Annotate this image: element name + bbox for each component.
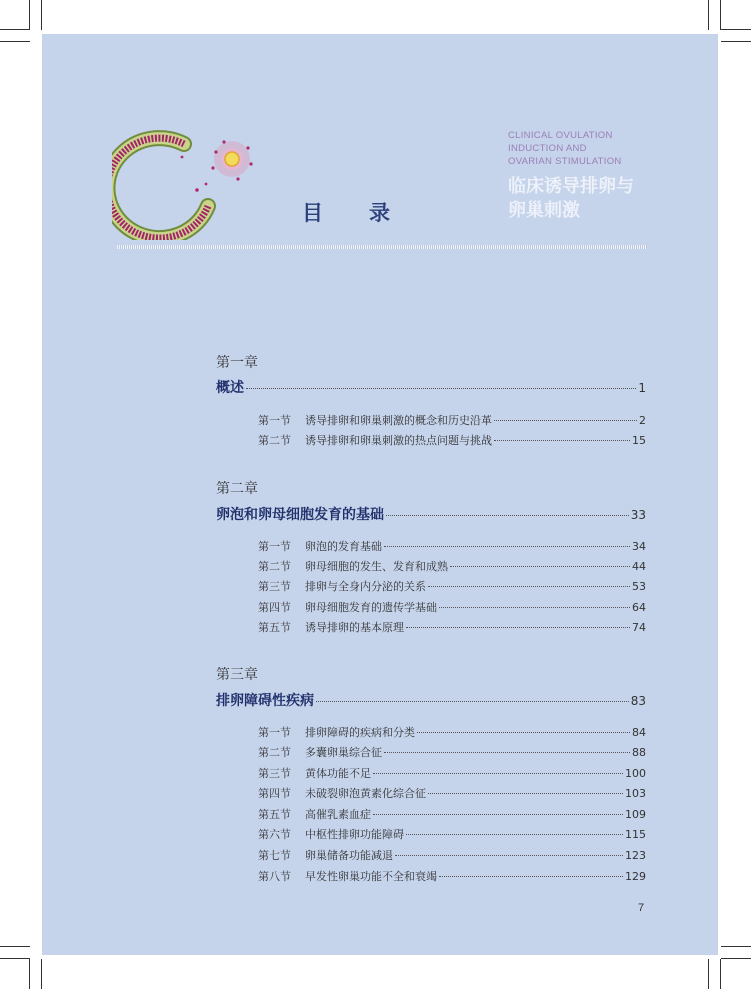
leader-dots [406, 834, 623, 835]
section-title: 诱导排卵的基本原理 [305, 621, 404, 634]
page-number: 44 [632, 560, 646, 573]
page-number: 83 [630, 694, 646, 708]
page-number: 100 [625, 767, 646, 780]
leader-dots [386, 515, 629, 516]
page-number: 15 [632, 434, 646, 447]
toc-entry-section[interactable] [258, 806, 646, 822]
page-number: 1 [638, 381, 646, 395]
leader-dots [406, 627, 630, 628]
book-title-chinese [508, 175, 634, 223]
toc-entry-chapter[interactable] [216, 377, 646, 397]
book-title-chinese-line: 临床诱导排卵与 [508, 176, 634, 197]
toc-entry-section[interactable] [258, 724, 646, 740]
page-number: 33 [630, 508, 646, 522]
page-number: 64 [632, 601, 646, 614]
leader-dots [316, 701, 629, 702]
page-number: 34 [632, 540, 646, 553]
follicle-illustration [112, 130, 262, 240]
page-number: 88 [632, 746, 646, 759]
crop-mark [29, 0, 30, 30]
book-title-english [508, 129, 622, 168]
book-title-english-line: OVARIAN STIMULATION [508, 156, 622, 167]
crop-mark [720, 959, 721, 989]
section-title: 卵母细胞的发生、发育和成熟 [305, 560, 448, 573]
section-title: 卵泡的发育基础 [305, 540, 382, 553]
chapter-title: 排卵障碍性疾病 [216, 693, 314, 709]
toc-entry-section[interactable] [258, 432, 646, 448]
section-number: 第四节 [258, 601, 291, 614]
leader-dots [494, 420, 637, 421]
crop-mark [708, 959, 709, 989]
section-number: 第三节 [258, 580, 291, 593]
section-title: 高催乳素血症 [305, 808, 371, 821]
page-footer-number: 7 [638, 902, 645, 914]
toc-entry-section[interactable] [258, 619, 646, 635]
crop-mark [41, 959, 42, 989]
crop-mark [721, 41, 751, 42]
book-title-chinese-line: 卵巢刺激 [508, 200, 580, 221]
section-number: 第八节 [258, 870, 291, 883]
leader-dots [246, 388, 636, 389]
section-title: 未破裂卵泡黄素化综合征 [305, 787, 426, 800]
crop-mark [721, 946, 751, 947]
toc-entry-section[interactable] [258, 847, 646, 863]
crop-mark [0, 41, 30, 42]
section-title: 诱导排卵和卵巢刺激的热点问题与挑战 [305, 434, 492, 447]
leader-dots [428, 586, 630, 587]
toc-entry-chapter[interactable] [216, 504, 646, 524]
toc-entry-section[interactable] [258, 868, 646, 884]
section-number: 第七节 [258, 849, 291, 862]
section-number: 第六节 [258, 828, 291, 841]
crop-mark [29, 959, 30, 989]
crop-mark [721, 29, 751, 30]
crop-mark [0, 29, 30, 30]
page-number: 115 [625, 828, 646, 841]
section-title: 卵巢储备功能减退 [305, 849, 393, 862]
toc-title-char-2: 录 [369, 201, 392, 225]
crop-mark [0, 958, 30, 959]
section-number: 第一节 [258, 540, 291, 553]
page-number: 109 [625, 808, 646, 821]
toc-entry-section[interactable] [258, 578, 646, 594]
section-number: 第二节 [258, 746, 291, 759]
crop-mark [721, 958, 751, 959]
section-number: 第二节 [258, 560, 291, 573]
header-divider [117, 245, 647, 249]
toc-entry-section[interactable] [258, 744, 646, 760]
toc-entry-section[interactable] [258, 785, 646, 801]
book-title-english-line: CLINICAL OVULATION [508, 130, 613, 141]
chapter-label: 第二章 [216, 481, 258, 497]
toc-entry-chapter[interactable] [216, 690, 646, 710]
section-number: 第一节 [258, 726, 291, 739]
section-title: 早发性卵巢功能不全和衰竭 [305, 870, 437, 883]
page-number: 74 [632, 621, 646, 634]
leader-dots [384, 546, 630, 547]
chapter-label: 第一章 [216, 355, 258, 371]
toc-entry-section[interactable] [258, 765, 646, 781]
section-number: 第五节 [258, 808, 291, 821]
chapter-title: 卵泡和卵母细胞发育的基础 [216, 507, 384, 523]
leader-dots [494, 440, 630, 441]
section-number: 第一节 [258, 414, 291, 427]
leader-dots [417, 732, 630, 733]
page-number: 2 [639, 414, 646, 427]
leader-dots [439, 876, 623, 877]
toc-entry-section[interactable] [258, 826, 646, 842]
toc-title-char-1: 目 [302, 201, 325, 225]
crop-mark [720, 0, 721, 30]
crop-mark [0, 946, 30, 947]
section-title: 黄体功能不足 [305, 767, 371, 780]
toc-title [302, 197, 392, 227]
leader-dots [395, 855, 623, 856]
section-title: 排卵与全身内分泌的关系 [305, 580, 426, 593]
toc-entry-section[interactable] [258, 538, 646, 554]
page-number: 103 [625, 787, 646, 800]
leader-dots [373, 773, 623, 774]
section-title: 诱导排卵和卵巢刺激的概念和历史沿革 [305, 414, 492, 427]
section-title: 排卵障碍的疾病和分类 [305, 726, 415, 739]
page-number: 53 [632, 580, 646, 593]
section-title: 多囊卵巢综合征 [305, 746, 382, 759]
section-title: 卵母细胞发育的遗传学基础 [305, 601, 437, 614]
page-number: 84 [632, 726, 646, 739]
page-number: 123 [625, 849, 646, 862]
page-number: 129 [625, 870, 646, 883]
section-number: 第五节 [258, 621, 291, 634]
section-number: 第二节 [258, 434, 291, 447]
section-number: 第四节 [258, 787, 291, 800]
leader-dots [439, 607, 630, 608]
toc-entry-section[interactable] [258, 558, 646, 574]
book-title-english-line: INDUCTION AND [508, 143, 587, 154]
chapter-title: 概述 [216, 380, 244, 396]
leader-dots [428, 793, 623, 794]
section-number: 第三节 [258, 767, 291, 780]
crop-mark [708, 0, 709, 30]
chapter-label: 第三章 [216, 667, 258, 683]
leader-dots [450, 566, 630, 567]
crop-mark [41, 0, 42, 30]
toc-entry-section[interactable] [258, 412, 646, 428]
toc-entry-section[interactable] [258, 599, 646, 615]
leader-dots [384, 752, 630, 753]
section-title: 中枢性排卵功能障碍 [305, 828, 404, 841]
leader-dots [373, 814, 623, 815]
